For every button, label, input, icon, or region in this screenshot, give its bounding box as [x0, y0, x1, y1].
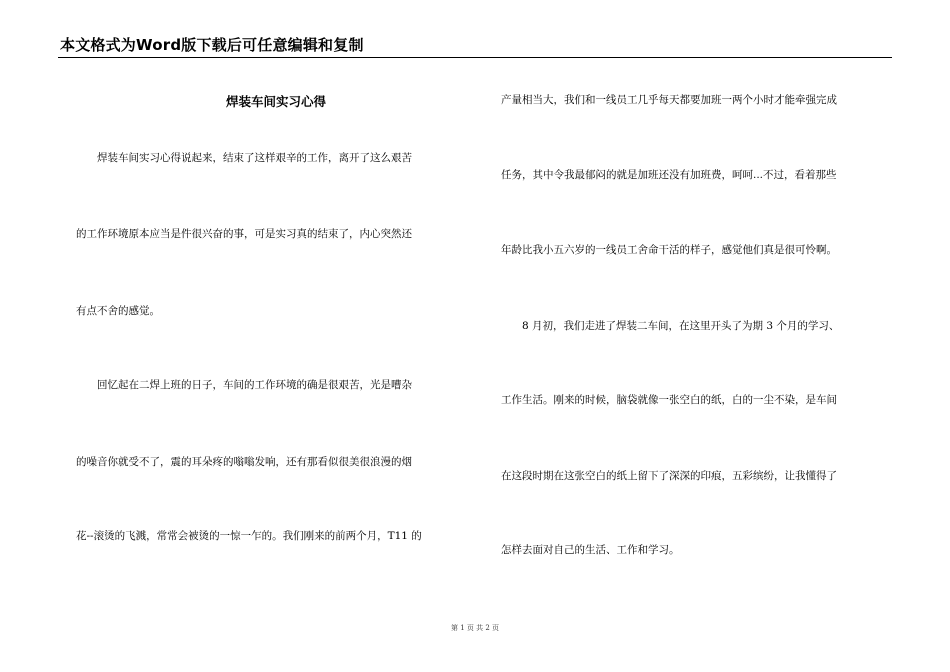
header-divider: [58, 57, 892, 58]
text-line: 在这段时期在这张空白的纸上留下了深深的印痕，五彩缤纷，让我懂得了: [501, 470, 837, 482]
text-line: 工作生活。刚来的时候，脑袋就像一张空白的纸，白的一尘不染，是车间: [501, 394, 837, 406]
text-line: 怎样去面对自己的生活、工作和学习。: [501, 544, 680, 556]
page-header-text: 本文格式为Word版下载后可任意编辑和复制: [60, 36, 364, 54]
text-line: 有点不舍的感觉。: [76, 305, 160, 317]
text-line: 焊装车间实习心得说起来，结束了这样艰辛的工作，离开了这么艰苦: [97, 152, 412, 164]
text-line: 的噪音你就受不了，震的耳朵疼的嗡嗡发响，还有那看似很美很浪漫的烟: [76, 456, 412, 468]
page-number: 第 1 页 共 2 页: [450, 624, 500, 632]
document-title: 焊装车间实习心得: [225, 94, 326, 109]
text-line: 8 月初，我们走进了焊装二车间，在这里开头了为期 3 个月的学习、: [522, 320, 840, 332]
text-line: 年龄比我小五六岁的一线员工舍命干活的样子，感觉他们真是很可怜啊。: [501, 244, 837, 256]
text-line: 的工作环境原本应当是件很兴奋的事，可是实习真的结束了，内心突然还: [76, 228, 412, 240]
text-line: 任务，其中令我最郁闷的就是加班还没有加班费，呵呵...不过，看着那些: [501, 169, 837, 181]
text-line: 产量相当大，我们和一线员工几乎每天都要加班一两个小时才能牵强完成: [501, 94, 837, 106]
text-line: 回忆起在二焊上班的日子，车间的工作环境的确是很艰苦，光是嘈杂: [97, 379, 412, 391]
text-line: 花--滚烫的飞溅，常常会被烫的一惊一乍的。我们刚来的前两个月，T11 的: [76, 530, 422, 542]
